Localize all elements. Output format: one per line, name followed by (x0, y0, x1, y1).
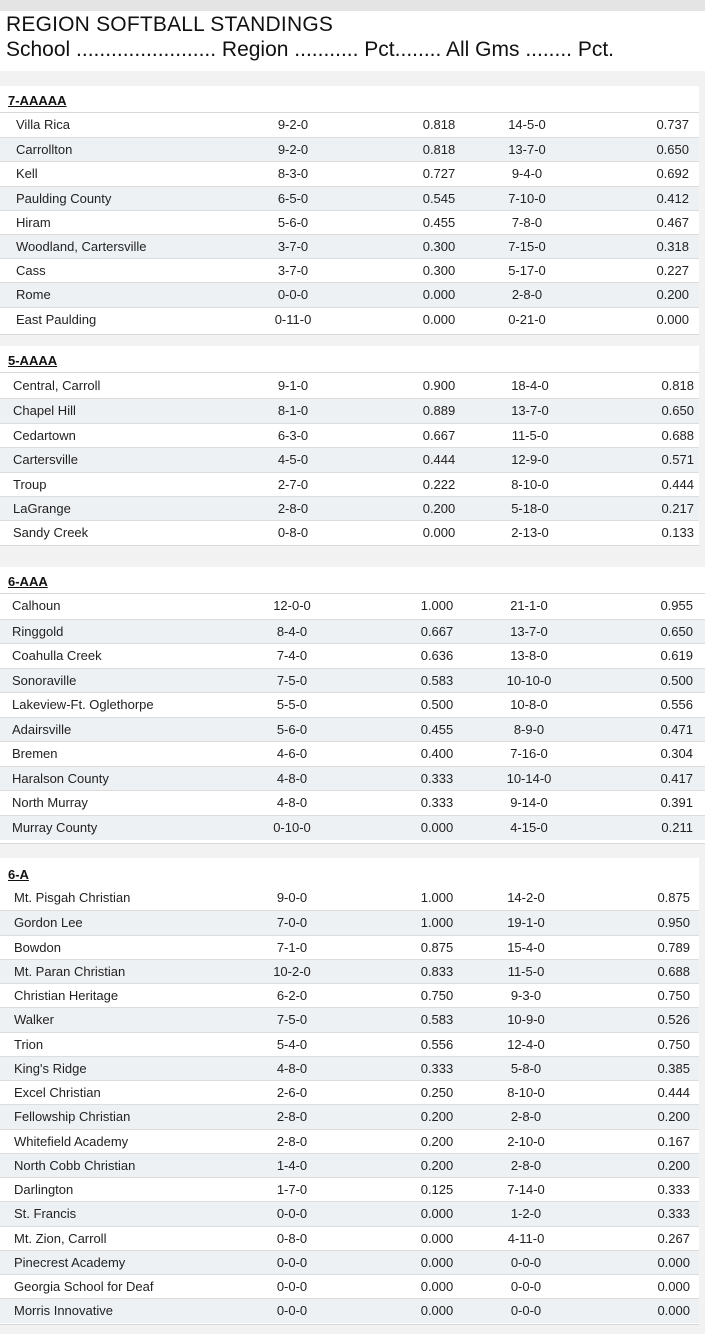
all-games-pct: 0.227 (656, 263, 689, 279)
region-pct: 0.583 (420, 1012, 454, 1028)
table-row (0, 983, 699, 1008)
all-games-record: 2-13-0 (511, 525, 549, 541)
all-games-pct: 0.200 (657, 1109, 690, 1125)
region-pct: 0.750 (420, 988, 454, 1003)
table-row (0, 234, 699, 259)
all-games-record: 4-15-0 (510, 819, 548, 835)
standings-section (0, 86, 699, 335)
all-games-record: 13-7-0 (508, 142, 546, 158)
school-name: North Cobb Christian (14, 1157, 136, 1173)
table-row (0, 910, 699, 935)
table-row (0, 886, 699, 910)
region-pct: 1.000 (420, 890, 454, 905)
table-row (0, 1007, 699, 1032)
region-pct: 0.000 (422, 311, 456, 327)
table-row (0, 668, 705, 693)
table-row (0, 113, 699, 137)
all-games-pct: 0.000 (657, 1254, 690, 1270)
table-row (0, 1032, 699, 1057)
all-games-record: 5-17-0 (508, 263, 546, 279)
table-row (0, 496, 699, 521)
all-games-record: 10-9-0 (507, 1012, 545, 1028)
region-record: 5-4-0 (276, 1036, 308, 1052)
all-games-record: 11-5-0 (507, 963, 545, 979)
school-name: Carrollton (16, 142, 73, 158)
school-name: Mt. Zion, Carroll (14, 1230, 107, 1246)
region-record: 0-11-0 (274, 311, 312, 327)
all-games-pct: 0.500 (660, 672, 693, 688)
table-row (0, 447, 699, 472)
region-record: 3-7-0 (277, 239, 309, 254)
all-games-pct: 0.955 (660, 598, 693, 613)
region-record: 7-0-0 (276, 915, 308, 931)
school-name: Woodland, Cartersville (16, 239, 147, 254)
school-name: Mt. Paran Christian (14, 963, 126, 979)
all-games-pct: 0.750 (657, 988, 690, 1003)
all-games-record: 12-9-0 (511, 452, 549, 468)
page-header (0, 11, 705, 71)
all-games-record: 1-2-0 (510, 1206, 542, 1222)
all-games-record: 7-15-0 (508, 239, 546, 254)
school-name: Kell (16, 166, 38, 182)
region-record: 7-5-0 (276, 672, 308, 688)
school-name: Fellowship Christian (14, 1109, 131, 1125)
school-name: Sandy Creek (13, 525, 89, 541)
school-name: Walker (14, 1012, 54, 1028)
all-games-record: 15-4-0 (507, 939, 545, 955)
table-row (0, 815, 705, 840)
standings-section (0, 567, 705, 844)
region-record: 0-0-0 (276, 1206, 308, 1222)
region-pct: 0.000 (420, 1279, 454, 1294)
region-pct: 0.000 (420, 1254, 454, 1270)
region-pct: 0.727 (422, 166, 456, 182)
region-record: 2-8-0 (276, 1109, 308, 1125)
all-games-record: 2-10-0 (507, 1133, 545, 1149)
all-games-record: 2-8-0 (510, 1109, 542, 1125)
all-games-pct: 0.467 (656, 214, 689, 230)
section-header (0, 567, 705, 594)
table-row (0, 619, 705, 644)
section-header (0, 346, 699, 373)
all-games-pct: 0.818 (661, 378, 694, 393)
all-games-pct: 0.000 (656, 311, 689, 327)
all-games-pct: 0.333 (657, 1182, 690, 1197)
region-record: 5-6-0 (277, 214, 309, 230)
school-name: Coahulla Creek (12, 648, 102, 663)
school-name: Morris Innovative (14, 1303, 113, 1319)
school-name: Gordon Lee (14, 915, 83, 931)
school-name: Haralson County (12, 770, 109, 786)
school-name: Georgia School for Deaf (14, 1279, 154, 1294)
all-games-record: 14-5-0 (508, 117, 546, 132)
table-row (0, 472, 699, 497)
region-record: 4-6-0 (276, 746, 308, 761)
all-games-pct: 0.737 (656, 117, 689, 132)
all-games-record: 10-14-0 (506, 770, 552, 786)
region-record: 0-8-0 (276, 1230, 308, 1246)
region-record: 9-2-0 (277, 142, 309, 158)
all-games-record: 7-8-0 (511, 214, 543, 230)
table-row (0, 790, 705, 815)
region-record: 3-7-0 (277, 263, 309, 279)
region-pct: 0.400 (420, 746, 454, 761)
school-name: Rome (16, 287, 51, 303)
region-pct: 0.333 (420, 795, 454, 810)
all-games-record: 7-10-0 (508, 190, 546, 206)
school-name: Mt. Pisgah Christian (14, 890, 131, 905)
region-record: 4-8-0 (276, 1060, 308, 1076)
all-games-record: 12-4-0 (507, 1036, 545, 1052)
school-name: Whitefield Academy (14, 1133, 129, 1149)
all-games-record: 13-8-0 (510, 648, 548, 663)
table-row (0, 1250, 699, 1275)
section-title: 7-AAAAA (8, 93, 67, 108)
table-row (0, 1226, 699, 1251)
all-games-pct: 0.688 (661, 427, 694, 443)
region-pct: 0.200 (422, 501, 456, 516)
school-name: Lakeview-Ft. Oglethorpe (12, 697, 154, 712)
region-record: 8-1-0 (277, 403, 309, 419)
school-name: Murray County (12, 819, 98, 835)
region-pct: 0.300 (422, 263, 456, 279)
all-games-pct: 0.385 (657, 1060, 690, 1076)
school-name: Pinecrest Academy (14, 1254, 126, 1270)
region-record: 2-8-0 (276, 1133, 308, 1149)
region-record: 7-1-0 (276, 939, 308, 955)
all-games-pct: 0.000 (657, 1279, 690, 1294)
all-games-pct: 0.391 (660, 795, 693, 810)
all-games-record: 18-4-0 (511, 378, 549, 393)
region-pct: 0.222 (422, 476, 456, 492)
region-pct: 1.000 (420, 915, 454, 931)
region-pct: 0.250 (420, 1085, 454, 1100)
all-games-record: 10-10-0 (506, 672, 552, 688)
region-pct: 0.444 (422, 452, 456, 468)
table-row (0, 161, 699, 186)
all-games-pct: 0.571 (661, 452, 694, 468)
region-record: 2-6-0 (276, 1085, 308, 1100)
table-row (0, 1129, 699, 1154)
all-games-pct: 0.789 (657, 939, 690, 955)
table-row (0, 1056, 699, 1081)
all-games-record: 9-14-0 (510, 795, 548, 810)
all-games-record: 9-3-0 (510, 988, 542, 1003)
region-record: 5-5-0 (276, 697, 308, 712)
region-pct: 0.636 (420, 648, 454, 663)
region-record: 1-4-0 (276, 1157, 308, 1173)
school-name: East Paulding (16, 311, 97, 327)
all-games-record: 0-21-0 (508, 311, 546, 327)
all-games-record: 2-8-0 (511, 287, 543, 303)
region-pct: 0.000 (420, 1206, 454, 1222)
all-games-record: 8-10-0 (507, 1085, 545, 1100)
all-games-pct: 0.318 (656, 239, 689, 254)
school-name: Christian Heritage (14, 988, 119, 1003)
region-record: 4-5-0 (277, 452, 309, 468)
school-name: Cedartown (13, 427, 76, 443)
school-name: Chapel Hill (13, 403, 76, 419)
table-row (0, 282, 699, 307)
region-pct: 0.889 (422, 403, 456, 419)
all-games-pct: 0.444 (657, 1085, 690, 1100)
region-record: 6-3-0 (277, 427, 309, 443)
all-games-record: 8-9-0 (513, 721, 545, 737)
all-games-record: 7-16-0 (510, 746, 548, 761)
all-games-record: 10-8-0 (510, 697, 548, 712)
all-games-pct: 0.200 (656, 287, 689, 303)
region-record: 2-7-0 (277, 476, 309, 492)
school-name: Trion (14, 1036, 44, 1052)
table-row (0, 137, 699, 162)
all-games-record: 0-0-0 (510, 1254, 542, 1270)
table-row (0, 741, 705, 766)
section-title: 6-A (8, 867, 29, 882)
page-title: REGION SOFTBALL STANDINGS (6, 13, 334, 36)
region-pct: 0.333 (420, 770, 454, 786)
region-record: 0-0-0 (276, 1303, 308, 1319)
all-games-pct: 0.217 (661, 501, 694, 516)
table-row (0, 766, 705, 791)
school-name: Villa Rica (16, 117, 70, 132)
region-record: 7-4-0 (276, 648, 308, 663)
region-record: 0-10-0 (273, 819, 311, 835)
all-games-pct: 0.950 (657, 915, 690, 931)
all-games-pct: 0.304 (660, 746, 693, 761)
region-record: 6-5-0 (277, 190, 309, 206)
region-pct: 0.000 (420, 1230, 454, 1246)
all-games-pct: 0.650 (661, 403, 694, 419)
table-row (0, 959, 699, 984)
region-record: 5-6-0 (276, 721, 308, 737)
all-games-record: 2-8-0 (510, 1157, 542, 1173)
region-record: 7-5-0 (276, 1012, 308, 1028)
all-games-pct: 0.619 (660, 648, 693, 663)
all-games-pct: 0.650 (656, 142, 689, 158)
region-record: 1-7-0 (276, 1182, 308, 1197)
region-record: 2-8-0 (277, 501, 309, 516)
school-name: Bowdon (14, 939, 61, 955)
section-title: 5-AAAA (8, 353, 58, 368)
region-pct: 0.545 (422, 190, 456, 206)
region-pct: 0.900 (422, 378, 456, 393)
all-games-pct: 0.200 (657, 1157, 690, 1173)
school-name: Hiram (16, 214, 51, 230)
table-row (0, 1080, 699, 1105)
school-name: Paulding County (16, 190, 112, 206)
region-pct: 0.667 (420, 623, 454, 639)
all-games-pct: 0.692 (656, 166, 689, 182)
all-games-record: 0-0-0 (510, 1303, 542, 1319)
region-pct: 0.200 (420, 1133, 454, 1149)
region-record: 6-2-0 (276, 988, 308, 1003)
school-name: Troup (13, 476, 47, 492)
region-record: 4-8-0 (276, 795, 308, 810)
region-pct: 0.200 (420, 1157, 454, 1173)
region-pct: 0.583 (420, 672, 454, 688)
all-games-pct: 0.267 (657, 1230, 690, 1246)
region-pct: 0.833 (420, 963, 454, 979)
standings-section (0, 346, 699, 546)
table-row (0, 643, 705, 668)
all-games-pct: 0.688 (657, 963, 690, 979)
table-row (0, 307, 699, 332)
region-pct: 0.500 (420, 697, 454, 712)
all-games-record: 13-7-0 (511, 403, 549, 419)
all-games-record: 9-4-0 (511, 166, 543, 182)
table-row (0, 717, 705, 742)
all-games-record: 13-7-0 (510, 623, 548, 639)
table-row (0, 1153, 699, 1178)
school-name: Sonoraville (12, 672, 77, 688)
all-games-record: 7-14-0 (507, 1182, 545, 1197)
region-record: 0-0-0 (276, 1279, 308, 1294)
table-row (0, 398, 699, 423)
school-name: Cartersville (13, 452, 79, 468)
all-games-pct: 0.526 (657, 1012, 690, 1028)
section-header (0, 86, 699, 113)
region-pct: 0.875 (420, 939, 454, 955)
school-name: LaGrange (13, 501, 71, 516)
table-row (0, 210, 699, 235)
all-games-pct: 0.412 (656, 190, 689, 206)
all-games-pct: 0.417 (660, 770, 693, 786)
section-title: 6-AAA (8, 574, 48, 589)
region-record: 0-0-0 (277, 287, 309, 303)
school-name: Ringgold (12, 623, 64, 639)
all-games-record: 0-0-0 (510, 1279, 542, 1294)
all-games-record: 8-10-0 (511, 476, 549, 492)
table-row (0, 692, 705, 717)
table-row (0, 1104, 699, 1129)
region-pct: 0.200 (420, 1109, 454, 1125)
region-record: 10-2-0 (273, 963, 311, 979)
all-games-record: 5-8-0 (510, 1060, 542, 1076)
region-record: 0-0-0 (276, 1254, 308, 1270)
all-games-pct: 0.333 (657, 1206, 690, 1222)
all-games-pct: 0.750 (657, 1036, 690, 1052)
table-row (0, 1274, 699, 1299)
table-row (0, 186, 699, 211)
region-pct: 0.125 (420, 1182, 454, 1197)
region-record: 8-3-0 (277, 166, 309, 182)
all-games-pct: 0.167 (657, 1133, 690, 1149)
region-record: 12-0-0 (273, 598, 311, 613)
table-row (0, 935, 699, 960)
school-name: Adairsville (12, 721, 72, 737)
table-row (0, 258, 699, 283)
region-pct: 0.300 (422, 239, 456, 254)
region-record: 4-8-0 (276, 770, 308, 786)
table-row (0, 520, 699, 545)
all-games-pct: 0.650 (660, 623, 693, 639)
table-row (0, 1201, 699, 1226)
region-pct: 0.455 (420, 721, 454, 737)
school-name: Bremen (12, 746, 58, 761)
column-header-line: School ........................ Region ........... Pct........ All Gms ........ Pct. (6, 38, 615, 61)
region-pct: 0.818 (422, 142, 456, 158)
school-name: King's Ridge (14, 1060, 87, 1076)
all-games-pct: 0.133 (661, 525, 694, 541)
school-name: Cass (16, 263, 46, 279)
school-name: Darlington (14, 1182, 74, 1197)
region-record: 9-0-0 (276, 890, 308, 905)
school-name: North Murray (12, 795, 88, 810)
all-games-record: 19-1-0 (507, 915, 545, 931)
region-record: 0-8-0 (277, 525, 309, 541)
all-games-pct: 0.211 (661, 819, 693, 835)
region-record: 8-4-0 (276, 623, 308, 639)
region-pct: 0.556 (420, 1036, 454, 1052)
all-games-record: 14-2-0 (507, 890, 545, 905)
all-games-record: 5-18-0 (511, 501, 549, 516)
region-record: 9-2-0 (277, 117, 309, 132)
table-row (0, 423, 699, 448)
all-games-pct: 0.471 (660, 721, 693, 737)
all-games-pct: 0.556 (660, 697, 693, 712)
all-games-record: 4-11-0 (507, 1230, 545, 1246)
all-games-pct: 0.875 (657, 890, 690, 905)
all-games-record: 11-5-0 (511, 427, 549, 443)
region-record: 9-1-0 (277, 378, 309, 393)
table-row (0, 1177, 699, 1202)
school-name: Central, Carroll (13, 378, 101, 393)
all-games-pct: 0.000 (657, 1303, 690, 1319)
table-row (0, 1298, 699, 1323)
region-pct: 0.000 (420, 1303, 454, 1319)
region-pct: 0.000 (420, 819, 454, 835)
region-pct: 0.667 (422, 427, 456, 443)
region-pct: 0.000 (422, 287, 456, 303)
all-games-pct: 0.444 (661, 476, 694, 492)
standings-section (0, 858, 699, 1325)
region-pct: 0.333 (420, 1060, 454, 1076)
region-pct: 0.455 (422, 214, 456, 230)
school-name: Calhoun (12, 598, 61, 613)
region-pct: 0.818 (422, 117, 456, 132)
table-row (0, 594, 705, 618)
region-pct: 0.000 (422, 525, 456, 541)
school-name: St. Francis (14, 1206, 77, 1222)
section-header (0, 858, 699, 887)
all-games-record: 21-1-0 (510, 598, 548, 613)
table-row (0, 374, 699, 398)
school-name: Excel Christian (14, 1085, 101, 1100)
region-pct: 1.000 (420, 598, 454, 613)
